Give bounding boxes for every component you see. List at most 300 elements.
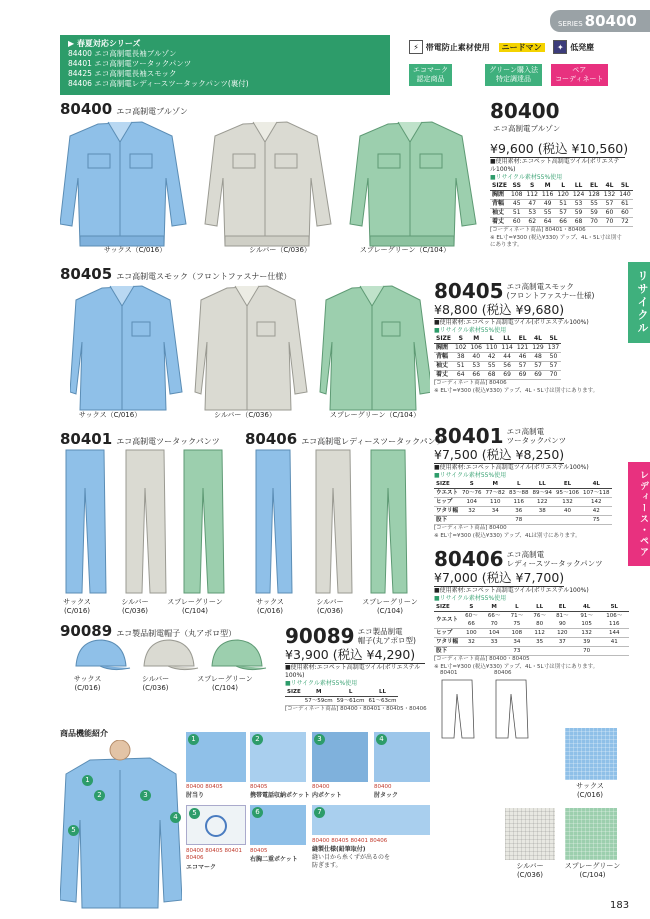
feature-photo xyxy=(186,732,246,782)
color-caption: スプレーグリーン（C/104） xyxy=(359,246,451,254)
cell: 70 xyxy=(574,647,600,656)
cell: 48 xyxy=(530,353,545,362)
cell: 71〜75 xyxy=(505,612,528,629)
cell: 69 xyxy=(515,371,530,380)
cell: ヒップ xyxy=(434,498,460,507)
product-code: 80401 xyxy=(60,430,113,448)
size-row xyxy=(434,489,612,498)
feature-codes: 80400 xyxy=(374,784,392,790)
size-head: 4L xyxy=(581,480,612,489)
cell: 122 xyxy=(531,498,555,507)
size-head: 4L xyxy=(602,182,617,191)
price: ¥9,600 (税込 ¥10,560) xyxy=(490,141,629,156)
swatch-caption: シルバー (C/036) xyxy=(516,862,544,879)
size-head: M xyxy=(303,688,335,697)
feature-number: 3 xyxy=(314,734,325,745)
material: ■使用素材:エコペット高制電ツイル(ポリエステル100%) xyxy=(434,587,589,594)
size-row xyxy=(434,638,629,647)
cell: 60 xyxy=(602,209,617,218)
color-caption: サックス (C/016) xyxy=(73,675,102,692)
cell: 59 xyxy=(586,209,601,218)
cell: 49 xyxy=(540,200,555,209)
cell: 70 xyxy=(586,218,601,227)
pants-80401-spray-green xyxy=(184,450,224,593)
spec-name: エコ製品制電 帽子(丸アポロ型) xyxy=(357,627,416,645)
size-head: SIZE xyxy=(287,689,301,695)
spring-series-box xyxy=(60,35,390,95)
cell: 129 xyxy=(532,344,544,351)
cell: 124 xyxy=(572,191,585,198)
product-code: 80405 xyxy=(60,265,113,283)
size-head: S xyxy=(453,335,468,344)
size-head: EL xyxy=(554,480,581,489)
coordinate-note: [コーディネート商品] 80400・80401・80405・80406 xyxy=(285,706,427,712)
feature-photo xyxy=(250,732,306,782)
color-caption: サックス（C/016） xyxy=(78,411,142,419)
cell: 106〜116 xyxy=(600,612,629,629)
size-row xyxy=(434,371,561,380)
hat-silver xyxy=(144,640,198,670)
color-caption: シルバー (C/036) xyxy=(141,675,170,692)
cell: 袖丈 xyxy=(434,362,453,371)
size-row xyxy=(434,516,612,525)
size-head: EL xyxy=(551,603,574,612)
features-title: 商品機能紹介 xyxy=(60,729,108,738)
feature-label: 肘タック xyxy=(374,792,399,799)
size-head: LL xyxy=(571,182,586,191)
smock-illustrations-80405 xyxy=(70,282,430,412)
product-title-80401 xyxy=(60,430,220,448)
size-head: 5L xyxy=(546,335,561,344)
cell: 116 xyxy=(507,498,531,507)
coordinate-note: [コーディネート商品] 80400・80405 xyxy=(434,656,530,662)
material: ■使用素材:エコペット高制電ツイル(ポリエステル100%) xyxy=(434,464,589,471)
fabric-swatch-spray-green xyxy=(565,808,617,860)
cell: ウエスト xyxy=(434,612,460,629)
size-head: LL xyxy=(531,480,555,489)
spring-line: 84406 エコ高制電レディースツータックパンツ(裏付) xyxy=(68,79,249,88)
cell xyxy=(554,516,581,525)
cell: 100 xyxy=(460,629,483,638)
price: ¥7,500 (税込 ¥8,250) xyxy=(434,447,565,462)
cell: 着丈 xyxy=(490,218,509,227)
smock-sax xyxy=(70,286,182,410)
cell: 66 xyxy=(468,371,483,380)
cell: 44 xyxy=(499,353,514,362)
low-dust-badge: 低発塵 xyxy=(570,43,595,52)
cell: 110 xyxy=(484,498,508,507)
size-row xyxy=(434,629,629,638)
cell: 76〜80 xyxy=(528,612,551,629)
cell: 47 xyxy=(524,200,539,209)
cell: 41 xyxy=(600,638,629,647)
size-table xyxy=(434,335,561,380)
cell xyxy=(531,516,555,525)
feature-label: 右胸二重ポケット xyxy=(250,856,298,863)
hat-spray-green xyxy=(212,640,266,670)
coordinate-note: [コーディネート商品] 80400 xyxy=(434,525,507,531)
side-tab-ladies xyxy=(628,462,650,566)
cell: 70 xyxy=(546,371,561,380)
diagram-label: 80406 xyxy=(494,670,512,676)
cell: 33 xyxy=(483,638,506,647)
cell: 108 xyxy=(505,629,528,638)
cell: 51 xyxy=(555,200,570,209)
cell: 64 xyxy=(453,371,468,380)
size-head: 4L xyxy=(530,335,545,344)
recycle-ratio: ■リサイクル素材55%使用 xyxy=(434,472,507,479)
size-row xyxy=(434,647,629,656)
cell: 114 xyxy=(501,344,513,351)
pants-illustrations xyxy=(60,448,430,598)
size-head: 5L xyxy=(600,603,629,612)
feature-model-jacket xyxy=(60,740,182,910)
pants-80406-silver xyxy=(316,450,352,593)
size-head: SIZE xyxy=(492,182,508,189)
cell: 38 xyxy=(531,507,555,516)
spring-line: 84425 エコ高制電長袖スモック xyxy=(68,69,177,78)
cell: 57 xyxy=(546,362,561,371)
cell: 132 xyxy=(554,498,581,507)
product-name: エコ高制電レディースツータックパンツ xyxy=(301,437,444,446)
cell: 59〜61cm xyxy=(336,698,365,704)
feature-number: 1 xyxy=(188,734,199,745)
low-dust-icon: ✦ xyxy=(553,40,567,54)
cell: 38 xyxy=(453,353,468,362)
size-row xyxy=(490,209,633,218)
cell: 袖丈 xyxy=(490,209,509,218)
series-tab xyxy=(550,10,650,32)
cell: 59 xyxy=(571,209,586,218)
jacket-sax xyxy=(60,122,186,246)
feature-label: 携帯電話収納ポケット xyxy=(250,792,310,799)
cell: 60〜66 xyxy=(460,612,483,629)
diagram-label: 80401 xyxy=(440,670,458,676)
size-head: SIZE xyxy=(436,335,452,342)
cell: 66〜70 xyxy=(483,612,506,629)
cell: 62 xyxy=(524,218,539,227)
size-head: L xyxy=(507,480,531,489)
cell: 53 xyxy=(524,209,539,218)
eco-mark-tag: エコマーク 認定商品 xyxy=(409,64,452,86)
cell: 55 xyxy=(586,200,601,209)
spec-block-80401 xyxy=(434,425,629,540)
coordinate-note: [コーディネート商品] 80406 xyxy=(434,380,507,386)
cell xyxy=(484,516,508,525)
color-caption: シルバー（C/036） xyxy=(249,246,311,254)
cell: 57 xyxy=(555,209,570,218)
feature-label: 縫製仕様(鉛筆取付) xyxy=(312,846,366,853)
cell: 89〜94 xyxy=(532,490,553,496)
size-row xyxy=(434,344,561,353)
cell: 53 xyxy=(468,362,483,371)
pants-line-diagrams xyxy=(438,670,548,740)
cell: 37 xyxy=(551,638,574,647)
cell: 68 xyxy=(484,371,499,380)
pants-outline-diagram xyxy=(438,678,548,740)
cell: 39 xyxy=(574,638,600,647)
cell: 107〜118 xyxy=(583,490,610,496)
size-head: L xyxy=(555,182,570,191)
spring-heading-text: 春夏対応シリーズ xyxy=(76,39,141,48)
spec-code: 80401 xyxy=(434,424,504,448)
spec-block-80400 xyxy=(490,99,631,250)
feature-number: 5 xyxy=(189,808,200,819)
cell: 69 xyxy=(530,371,545,380)
size-table xyxy=(285,688,398,706)
spring-heading xyxy=(68,39,382,49)
cell: 144 xyxy=(600,629,629,638)
size-head: 5L xyxy=(617,182,632,191)
green-purchase-tag: グリーン購入法 特定調達品 xyxy=(485,64,542,86)
size-head: S xyxy=(460,603,483,612)
cell: 110 xyxy=(485,344,498,351)
cell: 70 xyxy=(602,218,617,227)
cell: 142 xyxy=(581,498,612,507)
size-row xyxy=(434,507,612,516)
cell: 140 xyxy=(619,191,631,198)
color-caption: サックス (C/016) xyxy=(63,598,91,615)
cell: 70〜76 xyxy=(462,490,482,496)
size-head: SS xyxy=(509,182,524,191)
size-head: LL xyxy=(367,688,399,697)
cell: 背幅 xyxy=(434,353,453,362)
recycle-ratio: ■リサイクル素材55%使用 xyxy=(434,327,507,334)
cell: 77〜82 xyxy=(485,490,506,496)
cell: 51 xyxy=(453,362,468,371)
size-row xyxy=(434,498,612,507)
cell: 106 xyxy=(470,344,482,351)
material: ■使用素材:エコペット高制電ツイル(ポリエステル100%) xyxy=(490,158,620,173)
cell: 34 xyxy=(484,507,508,516)
swatch-caption: サックス (C/016) xyxy=(576,782,604,799)
size-row xyxy=(490,218,633,227)
spec-name: エコ高制電ブルゾン xyxy=(493,124,561,133)
color-caption: スプレーグリーン (C/104) xyxy=(167,598,223,615)
size-note: ※ EL寸=¥300 (税込¥330) アップ、4L・5L寸は別寸にあります。 xyxy=(434,387,599,394)
hat-sax xyxy=(76,640,130,670)
color-caption: シルバー (C/036) xyxy=(121,598,149,615)
feature-photo xyxy=(250,805,306,845)
spring-line: 84401 エコ高制電ツータックパンツ xyxy=(68,59,192,68)
price: ¥8,800 (税込 ¥9,680) xyxy=(434,302,565,317)
antistatic-badge: 帯電防止素材使用 xyxy=(425,43,490,52)
cell: 132 xyxy=(603,191,616,198)
feature-label: 肘当り xyxy=(186,792,205,799)
size-row xyxy=(434,362,561,371)
size-head: SIZE xyxy=(434,603,460,612)
brand-logo: ニードマン xyxy=(499,43,545,52)
product-title-80405 xyxy=(60,265,291,283)
cell: 95〜106 xyxy=(556,490,580,496)
feature-photo xyxy=(374,732,430,782)
feature-codes: 80405 xyxy=(250,784,268,790)
feature-marker: 3 xyxy=(140,790,151,801)
cell: 胸囲 xyxy=(490,191,509,200)
size-note: ※ EL寸=¥300 (税込¥330) アップ、4L・5L寸は別寸にあります。 xyxy=(490,234,622,248)
jacket-silver xyxy=(205,122,331,246)
cell xyxy=(600,647,629,656)
cell: ワタリ幅 xyxy=(434,638,460,647)
feature-codes: 80400 xyxy=(312,784,330,790)
cell: 64 xyxy=(540,218,555,227)
cell: 60 xyxy=(509,218,524,227)
page-number: 183 xyxy=(610,900,630,911)
cell: ワタリ幅 xyxy=(434,507,460,516)
color-caption: スプレーグリーン (C/104) xyxy=(362,598,418,615)
cell: 104 xyxy=(460,498,484,507)
cell xyxy=(551,647,574,656)
size-table xyxy=(434,480,612,525)
cell: 60 xyxy=(617,209,632,218)
feature-codes: 80400 80405 80401 80406 xyxy=(186,848,242,861)
cell xyxy=(460,647,483,656)
cell: 32 xyxy=(460,507,484,516)
cell: 102 xyxy=(455,344,467,351)
feature-label: エコマーク xyxy=(186,864,217,871)
color-caption: シルバー（C/036） xyxy=(214,411,276,419)
feature-number: 7 xyxy=(314,807,325,818)
cell: 57 xyxy=(515,362,530,371)
cell: 40 xyxy=(554,507,581,516)
cell: 112 xyxy=(528,629,551,638)
pair-coordinate-tag: ペア コーディネート xyxy=(551,64,607,86)
side-tab-ladies-label: レディース・ペア xyxy=(638,470,648,558)
hat-illustrations-90089 xyxy=(70,636,270,676)
cell: 背幅 xyxy=(490,200,509,209)
feature-number: 2 xyxy=(252,734,263,745)
pants-80401-silver xyxy=(126,450,166,593)
play-icon: ▶ xyxy=(68,39,77,48)
cell: 57〜59cm xyxy=(304,698,333,704)
feature-number: 6 xyxy=(252,807,263,818)
cell: 32 xyxy=(460,638,483,647)
cell xyxy=(460,516,484,525)
product-name: エコ製品制電帽子（丸アポロ型） xyxy=(116,629,237,638)
cell: ヒップ xyxy=(434,629,460,638)
feature-photo xyxy=(186,805,246,845)
cell: 35 xyxy=(528,638,551,647)
cell: 69 xyxy=(499,371,514,380)
cell: 75 xyxy=(581,516,612,525)
cell: 55 xyxy=(484,362,499,371)
price: ¥3,900 (税込 ¥4,290) xyxy=(285,647,425,664)
size-head: S xyxy=(524,182,539,191)
cell: 55 xyxy=(540,209,555,218)
fabric-swatch-sax xyxy=(565,728,617,780)
feature-badges xyxy=(405,36,637,96)
color-caption: サックス（C/016） xyxy=(103,246,167,254)
cell: 112 xyxy=(526,191,538,198)
cell: 61 xyxy=(617,200,632,209)
cell: 着丈 xyxy=(434,371,453,380)
feature-marker: 4 xyxy=(170,812,181,823)
cell: 72 xyxy=(617,218,632,227)
cell: 128 xyxy=(588,191,600,198)
feature-marker: 1 xyxy=(82,775,93,786)
smock-spray-green xyxy=(320,286,430,410)
feature-number: 4 xyxy=(376,734,387,745)
cell: 34 xyxy=(505,638,528,647)
cell: 56 xyxy=(499,362,514,371)
feature-marker: 2 xyxy=(94,790,105,801)
size-table xyxy=(490,182,633,227)
product-name: エコ高制電スモック（フロントファスナー仕様） xyxy=(116,272,292,281)
series-prefix: SERIES xyxy=(558,20,583,28)
size-note: ※ EL寸=¥300 (税込¥330) アップ、4Lは別寸にあります。 xyxy=(434,532,581,539)
pants-80406-spray-green xyxy=(371,450,407,593)
size-head: L xyxy=(505,603,528,612)
cell: ウエスト xyxy=(436,490,459,496)
spec-block-80406 xyxy=(434,548,629,671)
size-head: S xyxy=(460,480,484,489)
product-code: 80400 xyxy=(60,100,113,118)
feature-label: 内ポケット xyxy=(312,792,342,799)
cell: 股下 xyxy=(434,647,460,656)
side-tab-recycle xyxy=(628,262,650,343)
size-head: M xyxy=(540,182,555,191)
spec-code: 80405 xyxy=(434,279,504,303)
cell xyxy=(528,647,551,656)
cell: 121 xyxy=(516,344,529,351)
smock-silver xyxy=(195,286,307,410)
feature-codes: 80400 80405 xyxy=(186,784,223,790)
product-title-80406 xyxy=(245,430,444,448)
recycle-ratio: ■リサイクル素材55%使用 xyxy=(434,595,507,602)
size-head: 4L xyxy=(574,603,600,612)
feature-description: 縫い目から糸くずが出るのを防ぎます。 xyxy=(312,854,391,869)
cell: 57 xyxy=(530,362,545,371)
cell: 股下 xyxy=(434,516,460,525)
pants-80406-sax xyxy=(256,450,292,593)
cell: 50 xyxy=(546,353,561,362)
cell: 68 xyxy=(571,218,586,227)
cell: 46 xyxy=(515,353,530,362)
spec-name: エコ高制電 レディースツータックパンツ xyxy=(506,550,603,568)
cell: 108 xyxy=(511,191,523,198)
size-row xyxy=(434,353,561,362)
spec-name: エコ高制電スモック (フロントファスナー仕様) xyxy=(506,282,595,300)
cell: 132 xyxy=(574,629,600,638)
size-note: ※ EL寸=¥300 (税込¥330) アップ、4L・5L寸は別寸にあります。 xyxy=(434,663,599,670)
swatch-caption: スプレーグリーン (C/104) xyxy=(564,862,621,879)
cell: 61〜63cm xyxy=(368,698,397,704)
eco-mark-icon xyxy=(205,815,227,837)
product-code: 80406 xyxy=(245,430,298,448)
cell: 42 xyxy=(581,507,612,516)
cell: 116 xyxy=(541,191,554,198)
material: ■使用素材:エコペット高制電ツイル(ポリエステル100%) xyxy=(434,319,589,326)
jacket-illustrations-80400 xyxy=(60,114,480,259)
cell: 胸囲 xyxy=(434,344,453,353)
product-code: 90089 xyxy=(60,622,113,640)
size-row xyxy=(490,191,633,200)
size-head: EL xyxy=(515,335,530,344)
color-caption: サックス (C/016) xyxy=(256,598,284,615)
cell: 78 xyxy=(507,516,531,525)
feature-photo xyxy=(312,732,368,782)
feature-marker: 5 xyxy=(68,825,79,836)
color-caption: スプレーグリーン (C/104) xyxy=(197,675,253,692)
cell: 57 xyxy=(602,200,617,209)
fabric-swatch-silver xyxy=(505,808,555,860)
product-name: エコ高制電ツータックパンツ xyxy=(116,437,220,446)
cell: 45 xyxy=(509,200,524,209)
spec-block-90089 xyxy=(285,625,435,714)
cell: 66 xyxy=(555,218,570,227)
cell: 137 xyxy=(547,344,560,351)
size-row xyxy=(434,612,629,629)
